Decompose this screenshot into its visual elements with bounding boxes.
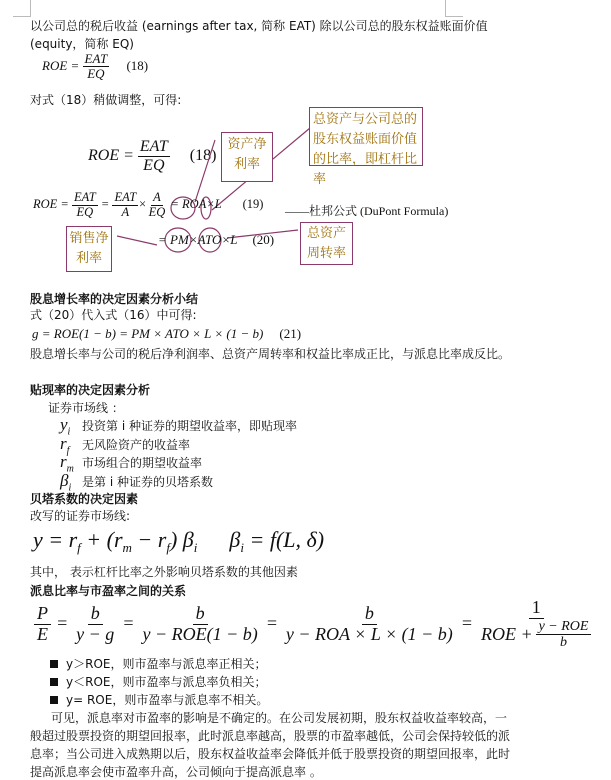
equation-21: g = ROE(1 − b) = PM × ATO × L × (1 − b) (21): [32, 326, 302, 341]
paragraph-line: 提高派息率会使市盈率升高，公司倾向于提高派息率 。: [30, 765, 322, 779]
callout-ato: 总资产周转率: [300, 222, 353, 265]
bullet-icon: [50, 696, 58, 704]
formula-row: [33, 526, 324, 562]
symbol: $\beta_i$: [60, 471, 72, 494]
paragraph-line: 息率；当公司进入成熟期以后，股东权益收益率会降低并低于股票投资的期望回报率，此时: [30, 747, 511, 761]
bullet-icon: [50, 660, 58, 668]
bullet-text: y＜ROE，则市盈率与派息率负相关；: [66, 675, 267, 689]
section-title: 股息增长率的决定因素分析小结: [30, 292, 199, 306]
equation-18-small: ROE = $\frac{\text{EAT}}{EQ}$ (18): [42, 51, 149, 82]
text: 股息增长率与公司的税后净利润率、总资产周转率和权益比率成正比，与派息比率成反比。: [30, 347, 511, 361]
adjust-text: 对式（18）稍做调整，可得:: [30, 93, 182, 107]
beta-formula: $\beta_i = f(L$, δ): [229, 527, 325, 555]
symbol-description: 投资第 i 种证券的期望收益率，即贴现率: [82, 419, 297, 433]
text: 式（20）代入式（16）中可得:: [30, 308, 197, 322]
pe-formula: $\frac{P}{E}$ = $\frac{b}{y - g}$ = $\frac{b}{\text{y − ROE(1 − b)}}$ = $\frac{b}{\text{y − ROA × L × (1 − b)}}$ = 1 ROE + $\frac{\text{y − ROE}}{b}$: [34, 598, 594, 651]
section-title: 贴现率的决定因素分析: [30, 383, 151, 397]
callout-pm: 销售净利率: [66, 226, 112, 272]
bullet-text: y＞ROE，则市盈率与派息率正相关；: [66, 657, 267, 671]
text: 证券市场线 ：: [48, 401, 124, 415]
symbol: $r_m$: [60, 452, 74, 475]
paragraph-line: 般超过股票投资的期望回报率，此时派息率越高，股票的市盈率越低，公司会保持较低的派: [30, 729, 511, 743]
bullet-icon: [50, 678, 58, 686]
equation-18-large: ROE = $\frac{\text{EAT}}{EQ}$ (18): [88, 138, 217, 174]
equation-20: = PM×ATO×L (20): [158, 232, 275, 247]
symbol-description: 市场组合的期望收益率: [82, 456, 203, 470]
paragraph-line: 可见，派息率对市盈率的影响是不确定的。在公司发展初期，股东权益收益率较高，一: [51, 711, 508, 725]
section-title: 贝塔系数的决定因素: [30, 492, 139, 506]
text: 改写的证券市场线:: [30, 509, 131, 523]
intro-line: (equity，简称 EQ): [30, 37, 134, 51]
callout-leverage: 总资产与公司总的股东权益账面价值的比率，即杠杆比率: [309, 107, 423, 166]
sml-formula: $y = r_f + (r_m - r_f)$ $\beta_i$: [33, 527, 198, 555]
symbol: $y_i$: [60, 415, 71, 438]
equation-19: ROE = $\frac{\text{EAT}}{EQ}$ = $\frac{\text{EAT}}{A}$ × $\frac{A}{EQ}$ = ROA×L (19): [33, 190, 264, 219]
symbol-description: 是第 i 种证券的贝塔系数: [82, 475, 213, 489]
intro-line: 以公司总的税后收益 (earnings after tax, 简称 EAT) 除以公司总的股东权益账面价值: [30, 19, 488, 33]
dupont-label: ——杜邦公式 (DuPont Formula): [285, 204, 449, 218]
bullet-text: y= ROE，则市盈率与派息率不相关。: [66, 693, 269, 707]
text: 其中， 表示杠杆比率之外影响贝塔系数的其他因素: [30, 565, 298, 579]
section-title: 派息比率与市盈率之间的关系: [30, 584, 187, 598]
symbol: $r_f$: [60, 434, 70, 457]
callout-roa: 资产净利率: [221, 132, 273, 182]
symbol-description: 无风险资产的收益率: [82, 438, 191, 452]
